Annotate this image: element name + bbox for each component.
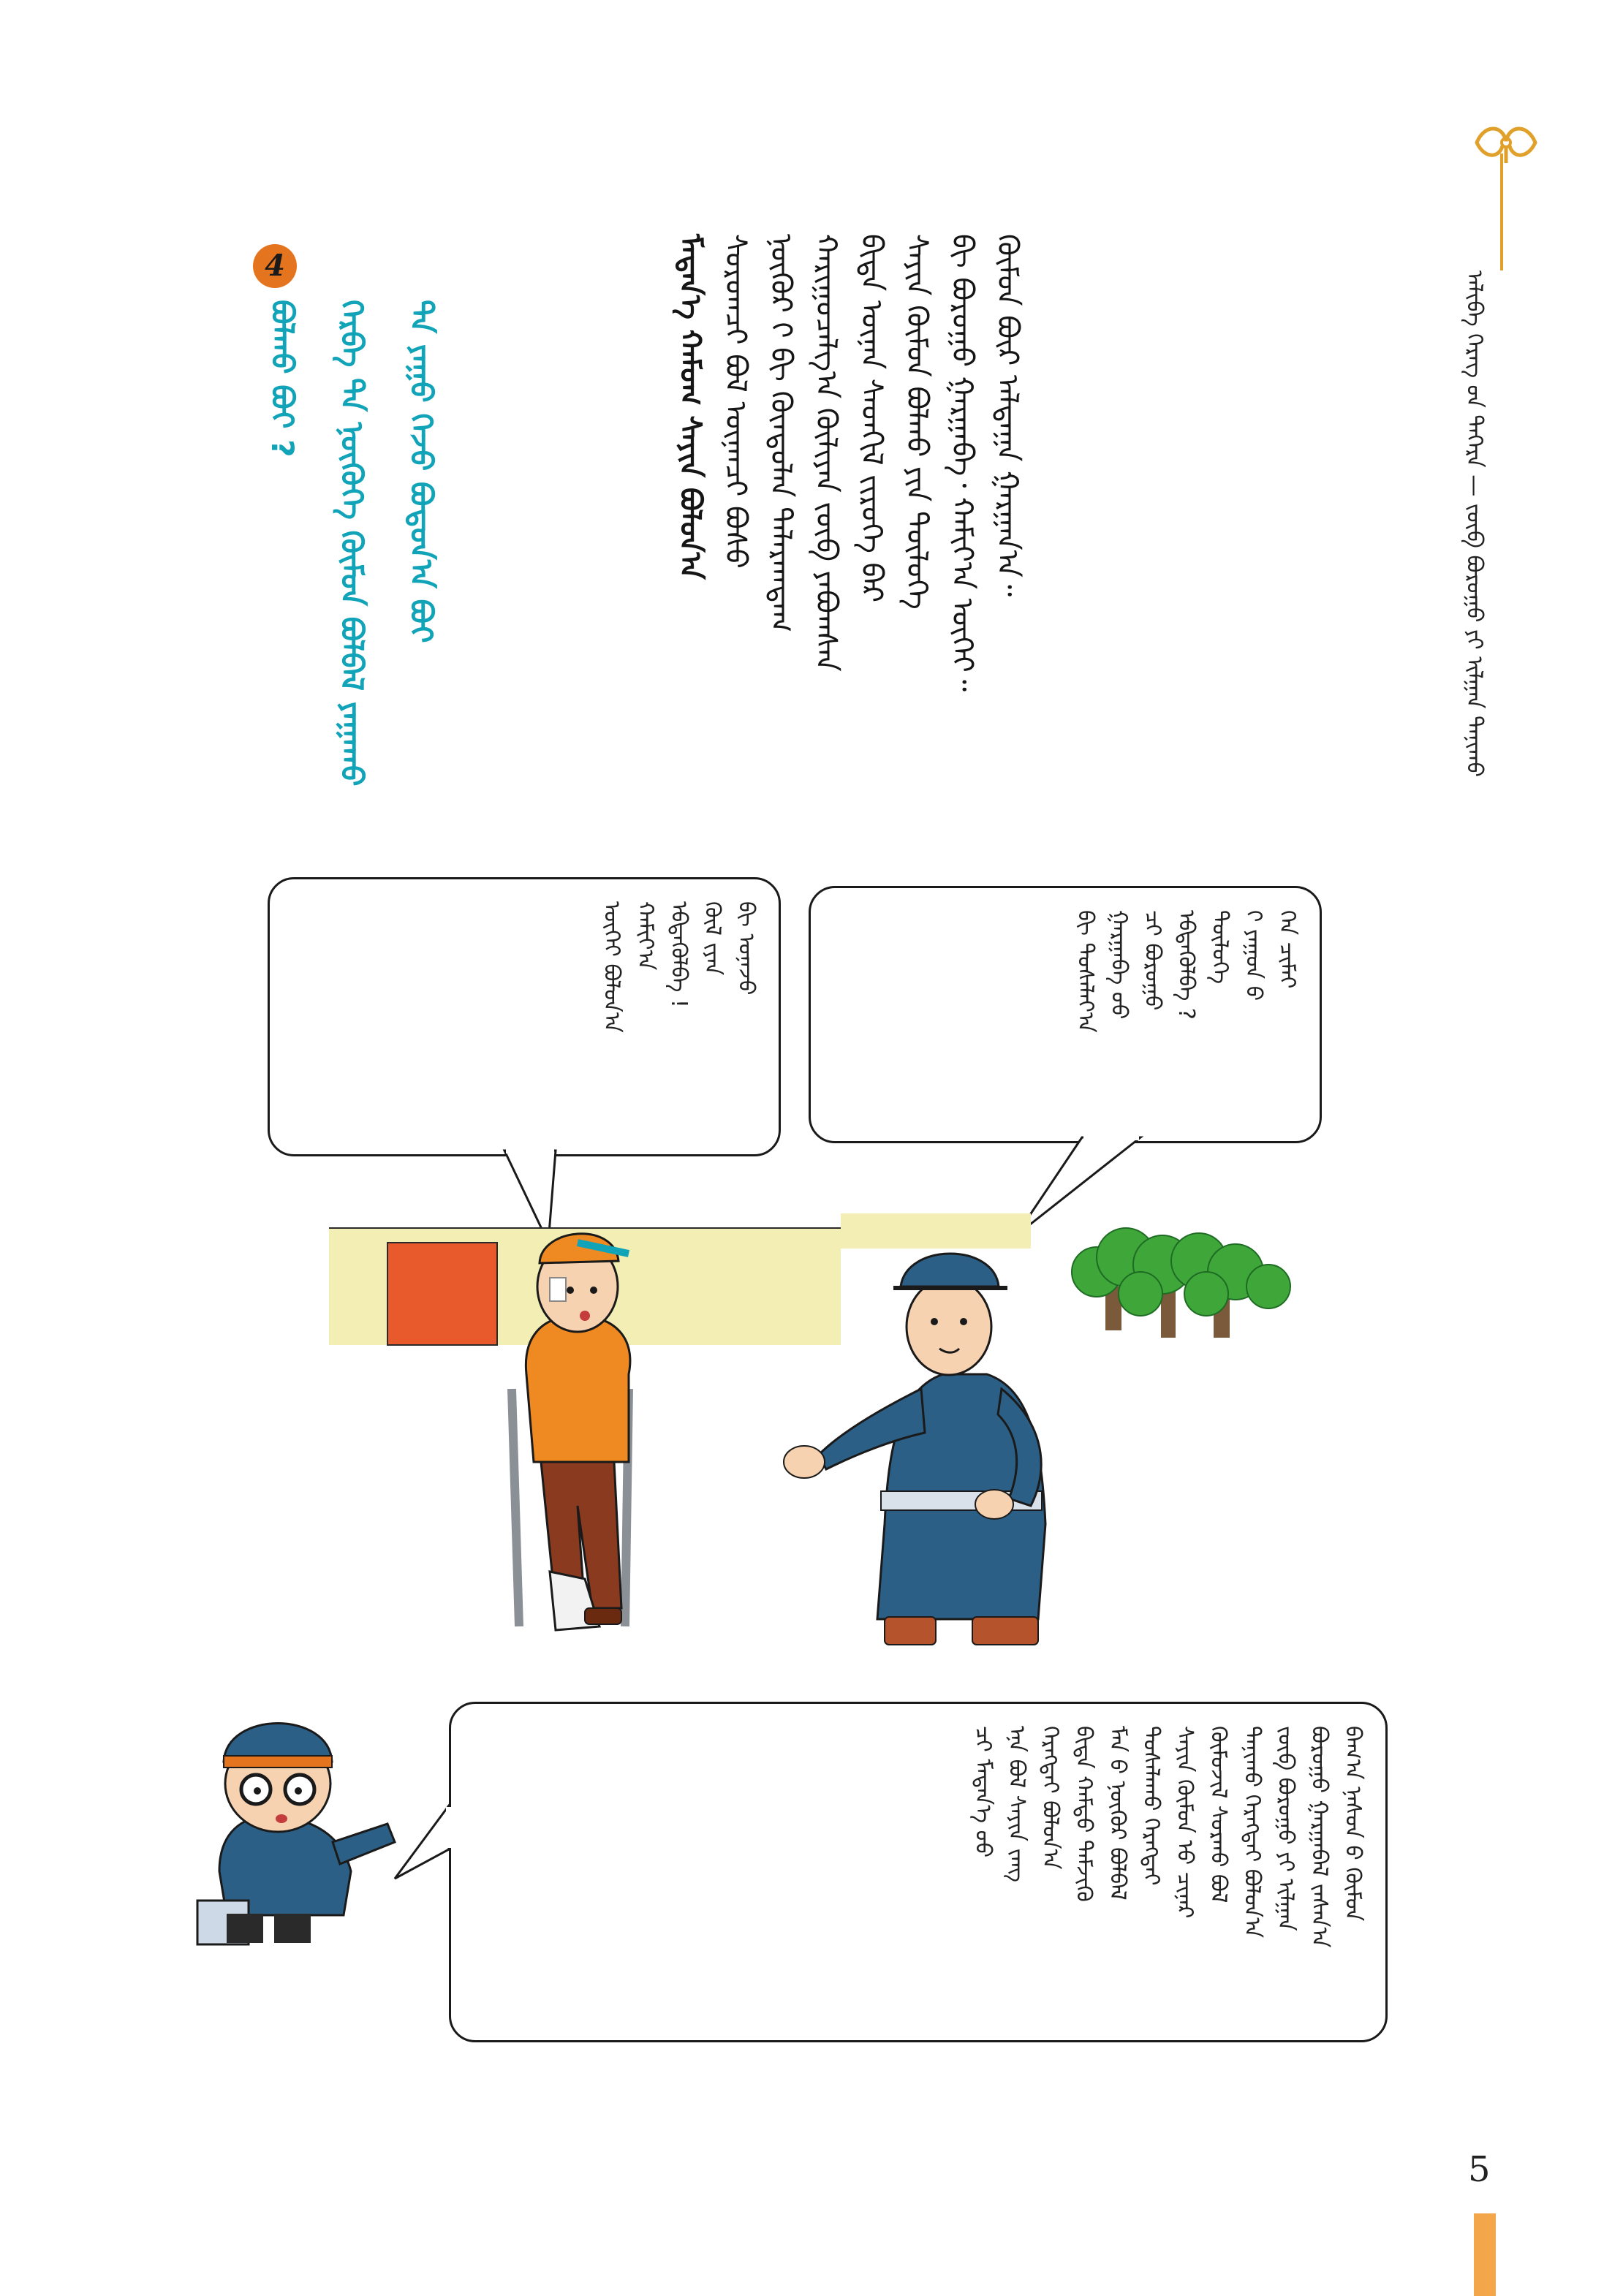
bubble-line: ᠡᠪᠳᠡᠭᠦᠯᠪᠡ !	[666, 901, 692, 1008]
bubble-line: ᠢ᠋ ᠶᠠᠭᠤᠨ ᠤ᠋	[1241, 910, 1266, 1001]
paragraph-line: ᠬᠠᠷᠢᠭᠤᠴᠠᠯᠭ᠎ᠠ ᠬᠦᠯᠢᠶᠡᠨ ᠵᠥᠪ ᠶᠠᠪᠤᠭᠰᠠᠨ	[809, 234, 843, 672]
bubble-line: ᠪᠢ ᠤᠨᠠᠵᠤ	[733, 901, 759, 996]
illustration	[0, 1140, 1623, 2017]
bubble-tail-man	[1016, 1137, 1140, 1235]
bubble-line: ᠬᠡᠷᠡᠭᠲᠡᠢ ᠪᠣᠯᠤᠨ᠎ᠠ	[1037, 1726, 1063, 1870]
question-text	[256, 300, 448, 826]
bubble-line: ᠬᠦᠮᠦᠵᠢᠯ ᠰᠤᠷᠬᠤ ᠪᠣᠯ	[1206, 1726, 1231, 1903]
running-title: ᠠᠯᠢᠪᠠ ᠬᠡᠷᠡᠭ ᠦ᠋ᠨ ᠳᠡᠭᠡᠷᠡ — ᠵᠥᠪ ᠪᠤᠷᠤᠭᠤ ᠶᠢ ᠢᠯᠭᠠᠨ ᠲᠠᠨᠢᠬᠤ	[1461, 270, 1487, 778]
bubble-line: ᠡᠨᠡ ᠪᠣᠯ ᠰᠠᠶᠢᠨ ᠵᠠᠩ	[1004, 1726, 1029, 1883]
page-number: 5	[1468, 2149, 1491, 2190]
paragraph-line: ᠪᠢᠳᠡ ᠦᠨᠡᠨ ᠰᠡᠳᠭᠢᠯ ᠵᠢᠷᠦᠬᠡ ᠪᠡᠷ	[855, 234, 888, 603]
paragraph-line: ᠨᠥᠬᠥᠷ ᠢ᠋ ᠪᠢ ᠬᠦᠨᠳᠦᠯᠡᠨ ᠲᠠᠯᠠᠷᠬᠠᠳᠠᠭ	[764, 234, 798, 633]
bubble-line: ᠬᠠᠮᠢᠶ᠎ᠠ	[632, 901, 658, 971]
ornament-icon	[1469, 121, 1543, 164]
bubble-line: ᠲᠥᠯᠥᠭᠡ	[1207, 910, 1233, 985]
bubble-tail-narrator	[395, 1806, 449, 1879]
question-line: ᠲᠠ ᠶᠠᠭᠤ ᠭᠡᠵᠦ ᠪᠣᠳᠤᠨ᠎ᠠ ᠪᠣᠢ	[404, 300, 439, 643]
bubble-line: ᠴᠢ ᠮᠡᠳᠡᠨ᠎ᠡ ᠦᠦ	[970, 1726, 996, 1858]
bubble-line: ᠪᠢ ᠲᠤᠰᠠᠯᠠᠶ᠎ᠠ	[1072, 910, 1098, 1033]
speech-bubble-man	[809, 886, 1322, 1143]
body-paragraph	[526, 234, 1024, 819]
bubble-line: ᠦᠭᠡᠢ ᠪᠣᠯᠤᠨ᠎ᠠ	[599, 901, 624, 1033]
bubble-line: ᠰᠠᠶᠢᠨ ᠬᠥᠮᠦᠨ ᠦ᠋ ᠴᠢᠨᠠᠷ	[1172, 1726, 1198, 1919]
bubble-line: ᠪᠤᠷᠤᠭᠤ ᠭᠠᠷᠭᠠᠪᠠᠯ ᠵᠠᠰᠠᠨ᠎ᠠ	[1306, 1726, 1332, 1948]
bubble-line: ᠵᠥᠪ ᠪᠤᠷᠤᠭᠤ ᠶᠢ ᠢᠯᠭᠠᠨ	[1273, 1726, 1298, 1931]
bubble-line: ᠡᠪᠳᠡᠭᠦᠯᠪᠡ ?	[1173, 910, 1199, 1020]
bubble-line: ᠬᠥᠯ ᠢ᠋ᠶᠡᠨ	[700, 901, 725, 976]
question-line: ᠪᠤᠯᠬᠤ ᠪᠣᠢ ?	[265, 300, 300, 458]
bubble-line: ᠴᠢ ᠪᠤᠷᠤᠭᠤ	[1140, 910, 1165, 1011]
trees	[1072, 1228, 1290, 1338]
bubble-line: ᠬᠡᠨ ᠴᠢᠮᠠᠢ	[1274, 910, 1300, 989]
paragraph-line: ᠮᠡᠳᠡᠨ᠎ᠡ ᠬᠠᠮᠤᠭ ᠰᠠᠶᠢᠨ ᠪᠣᠯᠤᠨ᠎ᠠ	[673, 234, 707, 580]
paragraph-line: ᠰᠤᠷᠤᠭᠴᠢ ᠪᠣᠯ ᠦᠨᠡᠨᠴᠢ ᠪᠤᠰᠤ	[719, 234, 752, 569]
bubble-line: ᠪᠢᠳᠡ ᠬᠠᠮᠲᠤ ᠳᠡᠮᠵᠢᠬᠦ	[1071, 1726, 1097, 1902]
paragraph-line: ᠬᠥᠮᠦᠨ ᠪᠦᠷ ᠠᠯᠳᠠᠭᠠ ᠭᠠᠷᠭᠠᠨ᠎ᠠ᠃	[991, 234, 1024, 597]
bubble-line: ᠲᠠᠨᠢᠬᠤ ᠬᠡᠷᠡᠭᠲᠡᠢ ᠪᠣᠯᠤᠨ᠎ᠠ	[1239, 1726, 1265, 1939]
bubble-line: ᠭᠠᠷᠭᠠᠪᠠ ᠤᠤ	[1106, 910, 1132, 1020]
speech-bubble-injured-boy	[268, 877, 781, 1156]
paragraph-line: ᠪᠢ ᠪᠤᠷᠤᠭᠤ ᠭᠠᠷᠭᠠᠪᠠ᠂ ᠬᠠᠮᠢᠶ᠎ᠠ ᠦᠭᠡᠢ᠃	[945, 234, 979, 692]
header-rule	[1500, 154, 1503, 270]
page-edge-tab	[1474, 2213, 1496, 2296]
question-line: ᠬᠡᠷᠪᠡ ᠲᠠ ᠨᠥᠭᠥᠭᠡ ᠬᠥᠮᠦᠨ ᠪᠣᠯᠪᠠᠯ ᠶᠠᠭᠠᠬᠤ	[334, 300, 370, 787]
bubble-line: ᠮᠠᠨ ᠤ᠋ ᠨᠥᠬᠥᠷ ᠪᠤᠯᠪᠠᠯ	[1105, 1726, 1130, 1901]
narrator-boy-figure	[197, 1724, 395, 1945]
question-number-badge: 4	[253, 244, 297, 288]
paragraph-line: ᠰᠠᠶᠢᠨ ᠬᠥᠮᠦᠨ ᠪᠤᠯᠬᠤ ᠶᠢᠨ ᠲᠥᠯᠥᠭᠡ	[900, 234, 934, 610]
bubble-line: ᠪᠠᠭ᠎ᠠ ᠨᠠᠰᠤᠨ ᠤ᠋ ᠬᠥᠮᠦᠨ	[1340, 1726, 1366, 1922]
bubble-line: ᠲᠤᠰᠠᠯᠠᠬᠤ ᠬᠡᠷᠡᠭᠲᠡᠢ	[1138, 1726, 1164, 1886]
